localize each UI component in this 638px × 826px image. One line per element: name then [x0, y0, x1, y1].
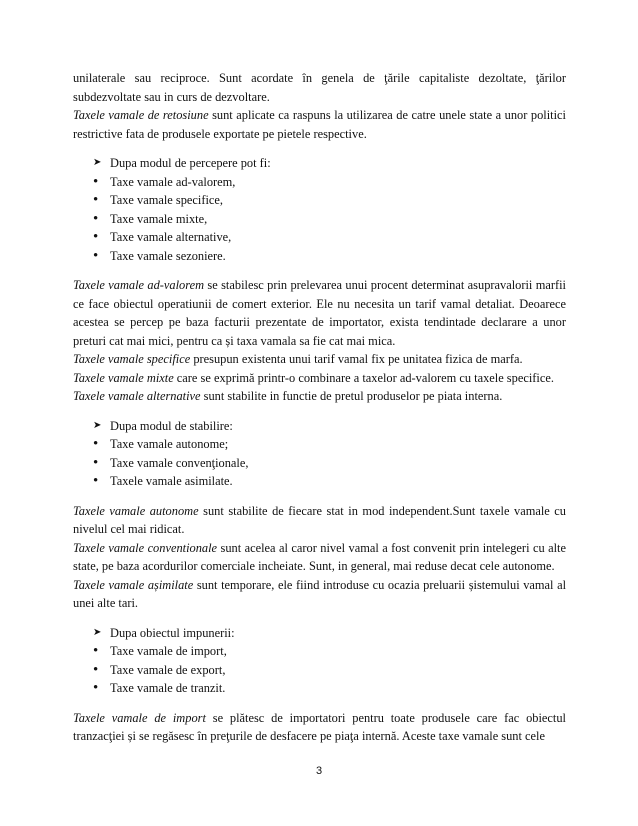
page-number: 3	[315, 765, 323, 777]
round-bullet-icon: •	[93, 473, 99, 489]
term: Taxele vamale ad-valorem	[73, 278, 205, 292]
bullet-list	[73, 624, 566, 698]
list-item: • Taxe vamale sezoniere.	[93, 247, 226, 264]
round-bullet-icon: •	[93, 643, 99, 659]
paragraph: Taxele vamale mixte care se exprimă printr-o combinare a taxelor ad-valorem cu taxele specifice.	[73, 370, 554, 385]
paragraph: unilaterale sau reciproce. Sunt acordate în genela de ţările capitaliste dezoltate, ţărilor subdezvoltate sau in curs de dezvoltare.	[73, 71, 566, 104]
list-item: • Taxe vamale de import,	[93, 643, 227, 659]
arrow-bullet-icon: ➤	[93, 626, 102, 638]
paragraph: Taxele vamale ad-valorem se stabilesc prin prelevarea unui procent determinat asupravalorii marfii ce face obiectul operatiunii de comert exterior. Ele nu necesita un tarif vamal detaliat. Deoarece acestea se percep pe baza facturii prezentate de importator, exista tendintade declarare a unor preturi cat mai mici, pentru ca și taxa vamala sa fie cat mai mica.	[73, 278, 566, 348]
round-bullet-icon: •	[93, 192, 99, 208]
term: Taxele vamale conventionale	[73, 540, 218, 555]
list-heading: ➤ Dupa modul de percepere pot fi:	[93, 154, 566, 173]
term: Taxele vamale specifice	[73, 352, 191, 366]
round-bullet-icon: •	[93, 247, 99, 264]
paragraph: Taxele vamale de retosiune sunt aplicate ca raspuns la utilizarea de catre unele state a unor politici restrictive fata de produsele exportate pe pietele respective.	[73, 108, 566, 141]
list-item: • Taxe vamale alternative,	[93, 229, 232, 245]
term: Taxele vamale autonome	[73, 503, 199, 518]
list-item: • Taxe vamale convenţionale,	[93, 454, 249, 471]
paragraph: Taxele vamale de import se plătesc de importatori pentru toate produsele care fac obiectul tranzacţiei și se regăsesc în preţurile de desfacere pe piaţa internă. Aceste taxe vamale sunt cele	[73, 710, 566, 743]
paragraph: Taxele vamale conventionale sunt acelea al caror nivel vamal a fost convenit prin intelegeri cu alte state, pe baza acordurilor comerciale incheiate. Sunt, in general, mai reduse decat cele autonome.	[73, 540, 566, 573]
round-bullet-icon: •	[93, 173, 99, 190]
arrow-bullet-icon: ➤	[93, 419, 102, 431]
paragraph: Taxele vamale specifice presupun existenta unui tarif vamal fix pe unitatea fizica de marfa.	[73, 352, 523, 366]
term: Taxele vamale de retosiune	[73, 108, 209, 122]
arrow-bullet-icon: ➤	[93, 157, 102, 168]
bullet-list	[73, 417, 566, 491]
list-item: • Taxele vamale asimilate.	[93, 473, 233, 489]
round-bullet-icon: •	[93, 210, 99, 227]
list-item: • Taxe vamale de tranzit.	[93, 680, 226, 696]
list-heading: ➤ Dupa obiectul impunerii:	[93, 624, 566, 643]
round-bullet-icon: •	[93, 680, 99, 696]
round-bullet-icon: •	[93, 229, 99, 245]
term: Taxele vamale alternative	[73, 389, 201, 403]
paragraph: Taxele vamale autonome sunt stabilite de fiecare stat in mod independent.Sunt taxele vamale cu nivelul cel mai ridicat.	[73, 503, 567, 536]
bullet-list	[73, 154, 566, 265]
paragraph: Taxele vamale așimilate sunt temporare, ele fiind introduse cu ocazia preluarii șistemului vamal al unei alte tari.	[73, 577, 567, 610]
list-heading: ➤ Dupa modul de stabilire:	[93, 417, 566, 436]
term: Taxele vamale mixte	[73, 370, 174, 385]
list-item: • Taxe vamale autonome;	[93, 436, 229, 452]
round-bullet-icon: •	[93, 436, 99, 452]
term: Taxele vamale de import	[73, 710, 206, 725]
list-item: • Taxe vamale ad-valorem,	[93, 173, 236, 190]
list-item: • Taxe vamale specifice,	[93, 192, 223, 208]
list-item: • Taxe vamale de export,	[93, 661, 226, 678]
list-item: • Taxe vamale mixte,	[93, 210, 208, 227]
paragraph: Taxele vamale alternative sunt stabilite in functie de pretul produselor pe piata interna.	[73, 389, 503, 403]
round-bullet-icon: •	[93, 454, 99, 471]
round-bullet-icon: •	[93, 661, 99, 678]
term: Taxele vamale așimilate	[73, 577, 194, 592]
